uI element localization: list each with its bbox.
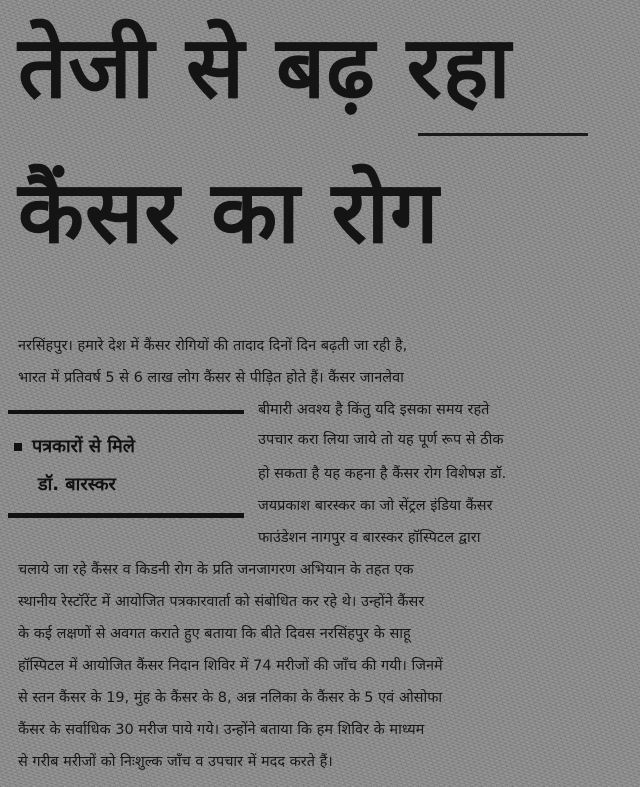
sidebar-bottom-rule (8, 513, 244, 518)
headline-line-2: कैंसर का रोग (18, 163, 440, 263)
body-line-right-4: जयप्रकाश बारस्कर का जो सेंट्रल इंडिया कैंसर (258, 498, 493, 514)
sidebar-box (8, 410, 244, 525)
body-line-bottom-5: से स्तन कैंसर के 19, मुंह के कैंसर के 8, अन्न नलिका के कैंसर के 5 एवं ओसोफा (18, 690, 443, 706)
sidebar-line-1-text: पत्रकारों से मिले (32, 436, 136, 457)
sidebar-line-1 (14, 434, 135, 458)
sidebar-top-rule (8, 410, 244, 414)
body-line-bottom-3: के कई लक्षणों से अवगत कराते हुए बताया कि बीते दिवस नरसिंहपुर के साहू (18, 626, 411, 642)
body-line-bottom-1: चलाये जा रहे कैंसर व किडनी रोग के प्रति जनजागरण अभियान के तहत एक (18, 562, 414, 578)
body-line-right-5: फाउंडेशन नागपुर व बारस्कर हॉस्पिटल द्वारा (258, 530, 481, 546)
body-line-top-1: नरसिंहपुर। हमारे देश में कैंसर रोगियों की तादाद दिनों दिन बढ़ती जा रही है, (18, 338, 408, 354)
headline-line-1: तेजी से बढ़ रहा (18, 18, 512, 118)
body-line-top-2: भारत में प्रतिवर्ष 5 से 6 लाख लोग कैंसर से पीड़ित होते हैं। कैंसर जानलेवा (18, 370, 404, 386)
body-line-bottom-4: हॉस्पिटल में आयोजित कैंसर निदान शिविर में 74 मरीजों की जाँच की गयी। जिनमें (18, 658, 443, 674)
body-line-bottom-6: कैंसर के सर्वाधिक 30 मरीज पाये गये। उन्होंने बताया कि हम शिविर के माध्यम (18, 722, 425, 738)
body-line-bottom-7: से गरीब मरीजों को निःशुल्क जाँच व उपचार में मदद करते हैं। (18, 754, 333, 770)
body-line-right-2: उपचार करा लिया जाये तो यह पूर्ण रूप से ठीक (258, 432, 504, 448)
body-line-right-1: बीमारी अवश्य है किंतु यदि इसका समय रहते (258, 402, 490, 418)
headline-underline (418, 133, 588, 136)
sidebar-line-2: डॉ. बारस्कर (38, 474, 116, 495)
body-line-bottom-2: स्थानीय रेस्टॉरेंट में आयोजित पत्रकारवार्ता को संबोधित कर रहे थे। उन्होंने कैंसर (18, 594, 425, 610)
body-line-right-3: हो सकता है यह कहना है कैंसर रोग विशेषज्ञ डॉ. (258, 466, 507, 482)
bullet-icon (14, 443, 22, 451)
